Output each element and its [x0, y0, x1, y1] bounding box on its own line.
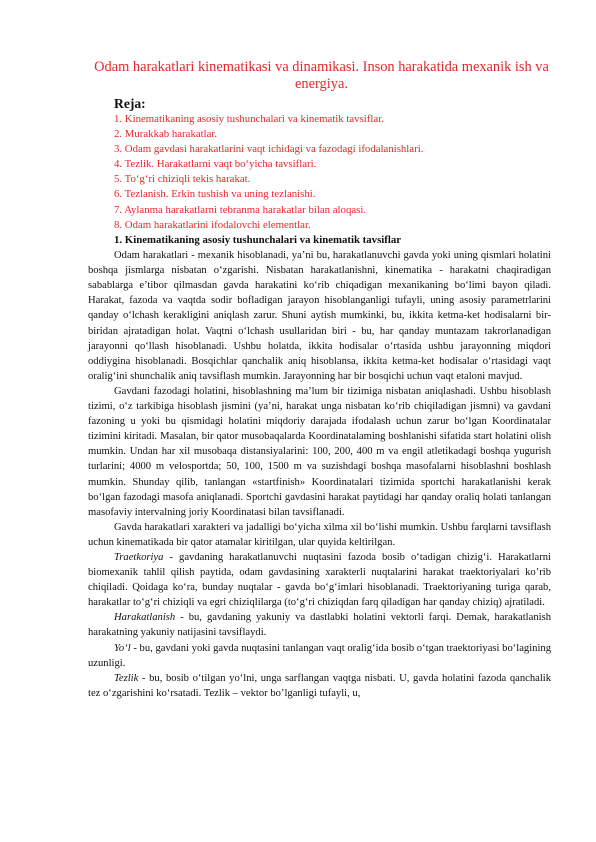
definition-paragraph: [88, 641, 551, 671]
paragraph-term: Yo‘l: [114, 642, 131, 654]
paragraph-text: - bu, gavdaning yakuniy va dastlabki holatini vektorli farqi. Demak, harakatlanish harakatning yakuniy natijasini tavsiflaydi.: [88, 612, 551, 639]
body-paragraph: [88, 520, 551, 550]
paragraph-term: Traetkoriya: [114, 551, 164, 563]
plan-item: 5. To‘g‘ri chiziqli tekis harakat.: [114, 173, 251, 186]
document-body: [88, 233, 551, 701]
plan-item: 4. Tezlik. Harakatlarni vaqt bo‘yicha tavsiflari.: [114, 158, 317, 171]
definition-paragraph: [88, 610, 551, 640]
definition-paragraph: [88, 550, 551, 610]
definition-paragraph: [88, 671, 551, 701]
plan-item: 1. Kinematikaning asosiy tushunchalari va kinematik tavsiflar.: [114, 113, 384, 125]
body-paragraph: [88, 384, 551, 520]
plan-item: 3. Odam gavdasi harakatlarini vaqt ichidagi va fazodagi ifodalanishlari.: [114, 143, 424, 156]
plan-item: 6. Tezlanish. Erkin tushish va uning tezlanishi.: [114, 188, 316, 201]
paragraph-text: - gavdaning harakatlanuvchi nuqtasini fazoda bosib o‘tadigan chizig‘i. Harakatlarni biomexanik tahlil qilish paytida, odam gavdasining xarakterli nuqtalarini harakat traektoriyalari ko’rib chiqiladi. Qoidaga ko‘ra, bunday nuqtalar - gavda bo‘g‘imlari hisoblanadi. Traektoriyaning turiga qarab, harakatlar to‘g‘ri chiziqli va egri chiziqlilarga (to‘g‘ri chiziqdan farq qiladigan har qanday chiziq) ajratiladi.: [88, 551, 551, 609]
paragraph-text: Gavda harakatlari xarakteri va jadalligi bo‘yicha xilma xil bo‘lishi mumkin. Ushbu farqlarni tavsiflash uchun kinematikada bir qator atamalar kiritilgan, ular quyida keltirilgan.: [88, 521, 551, 548]
plan-item: 2. Murakkab harakatlar.: [114, 128, 218, 141]
paragraph-text: Gavdani fazodagi holatini, hisoblashning ma’lum bir tizimiga nisbatan aniqlashadi. Ushbu hisoblash tizimi, o‘z tarkibiga hisoblash jismini (ya’ni, harakat unga nisbatan ko‘rib chiqiladigan jismni) va gavdani fazoning u yoki bu qismidagi holatini miqdoriy darajada ifodalash uchun zarur bo‘lgan Koordinatalar tizimini kiritadi. Masalan, bir qator musobaqalarda Koordinatalaming boshlanishi sifatida start holatini olish mumkin. Undan har xil musobaqa distansiyalarini: 100, 200, 400 m va engil atletikadagi boshqa yugurish turlarini; 4000 m velosportda; 50, 100, 1500 m va suzishdagi boshqa masofalarni hisoblashni boshlash mumkin. Shunday qilib, tanlangan «startfinish» Koordinatalari tizimida sportchi harakatlanishi kerak bo‘lgan fazodagi masofa aniqlanadi. Sportchi gavdasini harakat paytidagi har qanday oraliq holati tanlangan masofaviy intervalning joriy Koordinatasi bilan tavsiflanadi.: [88, 385, 551, 518]
plan-item: 7. Aylanma harakatlarni tebranma harakatlar bilan aloqasi.: [114, 203, 367, 216]
plan-list: [114, 112, 423, 233]
paragraph-term: Harakatlanish: [114, 612, 176, 624]
paragraph-text: - bu, gavdani yoki gavda nuqtasini tanlangan vaqt oralig‘ida bosib o‘tgan traektoriyasi bo‘lagining uzunligi.: [88, 642, 551, 669]
plan-heading: Reja:: [114, 96, 146, 111]
paragraph-term: Tezlik: [114, 672, 139, 684]
plan-item: 8. Odam harakatlarini ifodalovchi elementlar.: [114, 218, 311, 231]
body-paragraph: [88, 248, 551, 384]
paragraph-text: Odam harakatlari - mexanik hisoblanadi, ya’ni bu, harakatlanuvchi gavda yoki uning qismlari holatini boshqa jismlarga nisbatan o‘zgarishi. Nisbatan harakatlanishni, kinematika - harakatni chaqiradigan sabablarga e’tibor qilmasdan gavda harakatini ko‘rib chiqadigan mexanikaning bo‘limi bayon qiladi. Harakat, fazoda va vaqtda sodir bofladigan jarayon hisoblanganligi tufayli, uning asosiy parametrlarini qanday o‘lchash kerakligini aniqlash zarur. Shuni aytish mumkinki, bu, ikkita ketma-ket hodisalarni bir-biridan ajratadigan holat. Vaqtni o‘lchash usullaridan biri - bu, har qanday muntazam takrorlanadigan jarayonni qo‘llash hisoblanadi. Ushbu holatda, ikkita hodisalar o‘rtasida ushbu jarayonning miqdori oddiygina hisoblanadi. Bosqichlar qanchalik aniq hisoblansa, ikkita ketma-ket hodisalar o‘rtasidagi vaqt oralig‘ini shunchalik aniq tavsiflash mumkin. Jarayonning har bir bosqichi uchun vaqt etaloni mavjud.: [88, 250, 551, 382]
section-heading: 1. Kinematikaning asosiy tushunchalari va kinematik tavsiflar: [114, 234, 402, 246]
paragraph-text: - bu, bosib o‘tilgan yo‘lni, unga sarflangan vaqtga nisbati. U, gavda holatini fazoda qanchalik tez o‘zgarishini ko‘rsatadi. Tezlik – vektor bo’lganligi tufayli, u,: [88, 672, 551, 699]
document-title: Odam harakatlari kinematikasi va dinamikasi. Inson harakatida mexanik ish va energiya.: [94, 59, 549, 92]
